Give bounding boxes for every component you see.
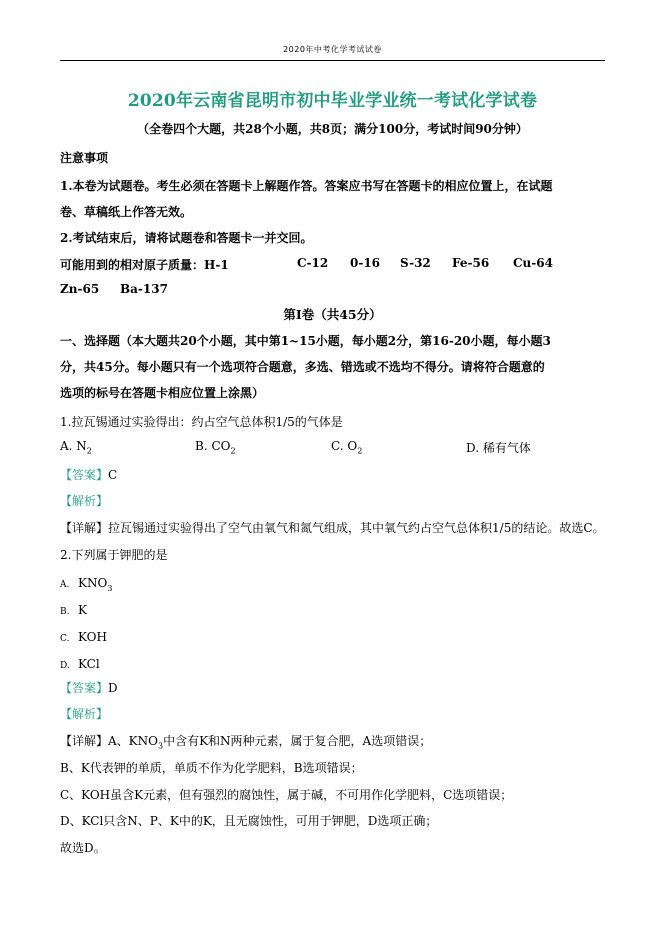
detail-tag: 【详解】 bbox=[60, 521, 109, 535]
detail-text: 拉瓦锡通过实验得出了空气由氧气和氮气组成，其中氧气约占空气总体积1/5的结论。故选C。 bbox=[108, 521, 605, 535]
section-title: 第Ⅰ卷（共45分） bbox=[283, 307, 382, 322]
section-instructions-line3: 选项的标号在答题卡相应位置上涂黑） bbox=[60, 386, 265, 400]
atomic-mass-label: 可能用到的相对原子质量：H-1 bbox=[60, 258, 229, 272]
answer-tag: 【答案】 bbox=[60, 681, 109, 695]
atomic-mass-item: S-32 bbox=[400, 256, 431, 270]
question-2-option-a: A. $KNO_3$ bbox=[60, 576, 113, 594]
question-1-option-c: C. $O_2$ bbox=[331, 439, 363, 456]
question-1-answer bbox=[60, 466, 117, 483]
section-instructions-line2: 分，共45分。每小题只有一个选项符合题意，多选、错选或不选均不得分。请将符合题意的 bbox=[60, 360, 545, 374]
answer-value: C bbox=[108, 468, 118, 482]
notice-item1-line1: 1.本卷为试题卷。考生必须在答题卡上解题作答。答案应书写在答题卡的相应位置上，在试题 bbox=[60, 179, 553, 193]
exam-title: 2020年云南省昆明市初中毕业学业统一考试化学试卷 bbox=[127, 91, 538, 111]
question-2-conclusion: 故选D。 bbox=[60, 841, 106, 855]
question-1-option-b: B. $CO_2$ bbox=[195, 439, 236, 456]
answer-value: D bbox=[108, 681, 118, 695]
question-2-stem: 2.下列属于钾肥的是 bbox=[60, 548, 168, 562]
question-2-answer bbox=[60, 679, 118, 696]
question-2-detail-c: C、KOH虽含K元素，但有强烈的腐蚀性，属于碱，不可用作化学肥料，C选项错误； bbox=[60, 788, 513, 802]
question-1-detail bbox=[60, 519, 605, 536]
question-2-detail-b: B、K代表钾的单质，单质不作为化学肥料，B选项错误； bbox=[60, 761, 363, 775]
header-rule bbox=[60, 60, 605, 61]
question-2-analysis-tag: 【解析】 bbox=[60, 707, 109, 721]
section-instructions-line1: 一、选择题（本大题共20个小题，其中第1~15小题，每小题2分，第16-20小题，每小题3 bbox=[60, 334, 551, 348]
atomic-mass-item: Ba-137 bbox=[120, 282, 168, 296]
question-1-option-d: D. 稀有气体 bbox=[466, 441, 531, 455]
atomic-mass-item: Zn-65 bbox=[60, 282, 100, 296]
question-2-option-d: D. KCl bbox=[60, 657, 100, 671]
atomic-mass-item: 0-16 bbox=[350, 256, 381, 270]
question-2-option-b: B. K bbox=[60, 603, 87, 617]
question-2-detail-d: D、KCl只含N、P、K中的K，且无腐蚀性，可用于钾肥，D选项正确； bbox=[60, 814, 438, 828]
question-1-stem: 1.拉瓦锡通过实验得出：约占空气总体积1/5的气体是 bbox=[60, 415, 343, 429]
notice-item2: 2.考试结束后，请将试题卷和答题卡一并交回。 bbox=[60, 231, 313, 245]
question-1-option-a: A. $N_2$ bbox=[60, 439, 92, 456]
running-header: 2020年中考化学考试试卷 bbox=[283, 45, 382, 54]
atomic-mass-item: Fe-56 bbox=[452, 256, 490, 270]
atomic-mass-item: C-12 bbox=[297, 256, 329, 270]
atomic-mass-item: Cu-64 bbox=[513, 256, 553, 270]
detail-tag: 【详解】 bbox=[60, 734, 109, 748]
notice-heading: 注意事项 bbox=[60, 151, 109, 165]
question-2-detail-a: 【详解】A、$KNO_3$中含有K和N两种元素，属于复合肥，A选项错误； bbox=[60, 734, 432, 751]
notice-item1-line2: 卷、草稿纸上作答无效。 bbox=[60, 205, 193, 219]
answer-tag: 【答案】 bbox=[60, 468, 109, 482]
question-1-analysis-tag: 【解析】 bbox=[60, 494, 109, 508]
exam-subtitle: （全卷四个大题，共28个小题，共8页；满分100分，考试时间90分钟） bbox=[137, 122, 528, 136]
question-2-option-c: C. KOH bbox=[60, 630, 107, 644]
